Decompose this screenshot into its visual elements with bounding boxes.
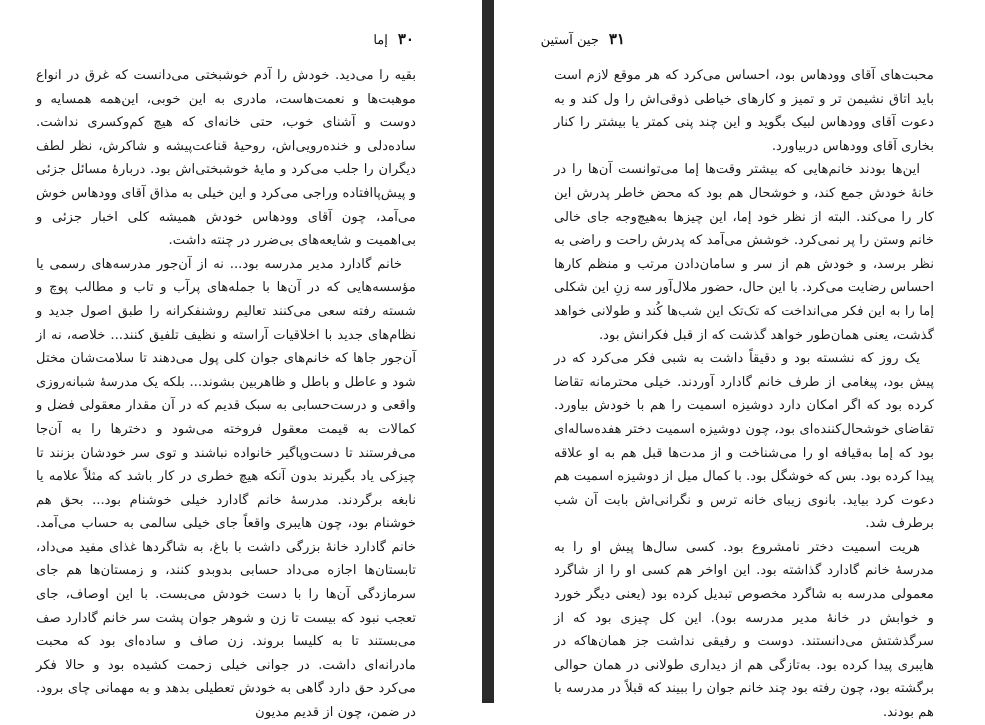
running-head-title: إما bbox=[373, 33, 388, 48]
running-head-title: جین آستین bbox=[540, 33, 599, 48]
body-text bbox=[36, 64, 416, 725]
book-spine bbox=[482, 0, 494, 703]
paragraph: بقیه را می‌دید. خودش را آدم خوشبختی می‌دانست که غرق در انواع موهبت‌ها و نعمت‌هاست، مادری به این خوبی، این‌همه همسایه و دوست و آشنای خوب، حتی خانه‌ای که هیچ کم‌وکسری نداشت. ساده‌دلی و خنده‌رویی‌اش، روحیهٔ قناعت‌پیشه و شاکرش، نظر لطف دیگران را جلب می‌کرد و مایهٔ خوشبختی‌اش بود. دربارهٔ مسائل جزئی و پیش‌پاافتاده وراجی می‌کرد و این خیلی به مذاق آقای وودهاس خوش می‌آمد، چون آقای وودهاس خودش همیشه کلی اخبار جزئی و بی‌اهمیت و شایعه‌های بی‌ضرر در چنته داشت. bbox=[36, 68, 416, 249]
paragraph: یک روز که نشسته بود و دقیقاً داشت به شبی فکر می‌کرد که در پیش بود، پیغامی از طرف خانم گادارد آوردند. خیلی محترمانه تقاضا کرده بود که اگر امکان دارد دوشیزه اسمیت را هم با خودش بیاورد. تقاضای خوشحال‌کننده‌ای بود، چون دوشیزه اسمیت دختر هفده‌ساله‌ای بود که إما به‌قیافه او را می‌شناخت و از مدت‌ها قبل هم به او علاقه پیدا کرده بود. بس که خوشگل بود. با کمال میل از دوشیزه اسمیت هم دعوت کرد بیاید. بانوی زیبای خانه ترس و نگرانی‌اش بابت آن شب برطرف شد. bbox=[554, 351, 934, 532]
paragraph: خانم گادارد مدیر مدرسه بود... نه از آن‌جور مدرسه‌های رسمی یا مؤسسه‌هایی که در آن‌ها با جمله‌های پرآب و تاب و مطالب پوچ و شسته رفته سعی می‌کنند تعالیم روشنفکرانه را طبق اصول جدید و نظام‌های جدید با اخلاقیات آراسته و نظیف تلفیق کنند... خلاصه، نه از آن‌جور جاها که خانم‌های جوان کلی پول می‌دهند تا سلامت‌شان مختل شود و عاطل و باطل و ظاهربین بشوند... بلکه یک مدرسهٔ شبانه‌روزی واقعی و درست‌حسابی به سبک قدیم که در آن مقدار معقولی فضل و کمالات به قیمت معقول فروخته می‌شود و دخترها را به آن‌جا می‌فرستند تا دست‌وپاگیر خانواده نباشند و توی سر خودشان بزنند تا چیزکی یاد بگیرند بدون آنکه هیچ خطری در کار باشد که مثلاً علامه یا نابغه برگردند. مدرسهٔ خانم گادارد خیلی خوشنام بود... بحق هم خوشنام بود، چون هایبری واقعاً جای خیلی سالمی به حساب می‌آمد. خانم گادارد خانهٔ بزرگی داشت با باغ، به شاگردها غذای مفید می‌داد، تابستان‌ها اجازه می‌داد حسابی بدوبدو کنند، و زمستان‌ها هم جای سرمازدگی آن‌ها را با دست خودش می‌بست. با این اوصاف، جای تعجب نبود که بیست تا زن و شوهر جوان پشت سر خانم گادارد صف می‌بستند تا به کلیسا بروند. زن صاف و ساده‌ای بود که محبت مادرانه‌ای داشت. در جوانی خیلی زحمت کشیده بود و حالا فکر می‌کرد حق دارد گاهی به خودش تعطیلی بدهد و به مهمانی چای برود. در ضمن، چون از قدیم مدیون bbox=[36, 256, 416, 721]
page-number: ۳۱ bbox=[608, 30, 625, 48]
paragraph: این‌ها بودند خانم‌هایی که بیشتر وقت‌ها إما می‌توانست آن‌ها را در خانهٔ خودش جمع کند، و خوشحال هم بود که محض خاطر پدرش این کار را می‌کند. البته از نظر خود إما، این چیزها به‌هیچ‌وجه جای خالی خانم وستن را پر نمی‌کرد. خوشش می‌آمد که پدرش راحت و راضی به نظر برسد، و خودش هم از سر و سامان‌دادن مرتب و منظم کارها احساس رضایت می‌کرد. با این حال، حضور ملال‌آور سه زنِ این شکلی إما را به این فکر می‌انداخت که تک‌تک این شب‌ها کُند و طولانی خواهد گذشت، یعنی همان‌طور خواهد گذشت که از قبل فکرانش بود. bbox=[554, 162, 934, 343]
paragraph: محبت‌های آقای وودهاس بود، احساس می‌کرد که هر موقع لازم است باید اتاق نشیمن تر و تمیز و کارهای خیاطی ذوقی‌اش را ول کند و به دعوت آقای وودهاس لبیک بگوید و این چند پنی کمتر یا بیشتر را کنار بخاری آقای وودهاس دربیاورد. bbox=[554, 68, 934, 154]
running-head bbox=[373, 30, 414, 48]
right-page bbox=[494, 0, 985, 721]
page-number: ۳۰ bbox=[397, 30, 414, 48]
running-head bbox=[541, 30, 625, 48]
left-page bbox=[0, 0, 482, 721]
body-text bbox=[554, 64, 934, 725]
paragraph: هریت اسمیت دختر نامشروع بود. کسی سال‌ها پیش او را به مدرسهٔ خانم گادارد گذاشته بود. این اواخر هم کسی او را از شاگرد معمولی مدرسه به شاگرد مخصوص تبدیل کرده بود (یعنی دیگر خورد و خوابش در خانهٔ مدیر مدرسه بود). این کل چیزی بود که از سرگذشتش می‌دانستند. دوست و رفیقی نداشت جز همان‌هاکه در هایبری پیدا کرده بود. به‌تازگی هم از دیداری طولانی در همان حوالی برگشته بود، چون رفته بود چند خانم جوان را ببیند که قبلاً در مدرسه با هم بودند. bbox=[554, 539, 934, 721]
